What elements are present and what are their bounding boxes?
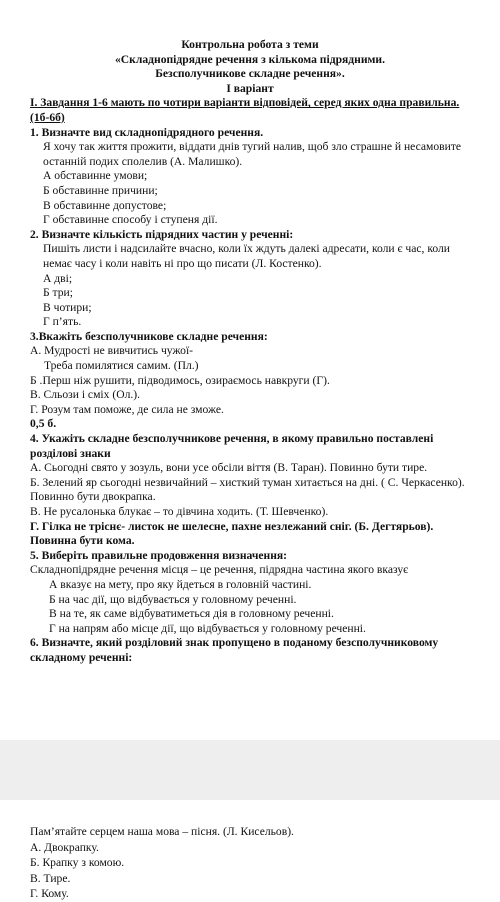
q6-option-b: Б. Крапку з комою. (30, 856, 125, 869)
q2-option-b: Б три; (43, 286, 73, 300)
q2-option-a: А дві; (43, 271, 73, 285)
q4-title: 4. Укажіть складне безсполучникове речення, в якому правильно поставлені розділові знаки (30, 432, 434, 460)
q6-title: 6. Визначте, який розділовий знак пропущено в поданому безсполучниковому складному реченні: (30, 636, 439, 664)
q4-option-a: А. Сьогодні свято у зозуль, вони усе обсіли віття (В. Таран). Повинно бути тире. (30, 461, 428, 475)
q1-option-c: В обставинне допустове; (43, 198, 167, 212)
header-topic-line2: Безсполучникове складне речення». (155, 67, 345, 81)
q5-option-d: Г на напрям або місце дії, що відбувається у головному реченні. (49, 621, 366, 635)
q3-score: 0,5 б. (30, 417, 57, 431)
document-header (30, 38, 470, 96)
q1-option-b: Б обставинне причини; (43, 183, 158, 197)
q6-option-c: В. Тире. (30, 871, 71, 885)
document-sheet-2 (0, 800, 500, 900)
header-title: Контрольна робота з теми (181, 38, 319, 51)
q5-title: 5. Виберіть правильне продовження визначення: (30, 548, 288, 562)
q5-text: Складнопідрядне речення місця – це речення, підрядна частина якого вказує (30, 563, 409, 577)
q6-sentence: Пам’ятайте серцем наша мова – пісня. (Л. Кисельов). (30, 825, 294, 838)
q5-option-b: Б на час дії, що відбувається у головному реченні. (49, 592, 297, 606)
q4-option-b: Б. Зелений яр сьогодні незвичайний – хисткий туман хитається на дні. ( С. Черкасенко). Повинно бути двокрапка. (30, 475, 465, 504)
q3-option-c: В. Сльози і сміх (Ол.). (30, 388, 141, 402)
q3-option-a-cont: Треба помилятися самим. (Пл.) (44, 359, 199, 373)
q3-title: 3.Вкажіть безсполучникове складне речення: (30, 329, 268, 343)
q3-option-d: Г. Розум там поможе, де сила не зможе. (30, 402, 224, 416)
q1-title: 1. Визначте вид складнопідрядного речення. (30, 125, 264, 139)
q4-option-d: Г. Гілка не тріснє- листок не шелесне, пахне незлежаний сніг. (Б. Дегтярьов). Повинна бути кома. (30, 519, 434, 548)
q2-option-c: В чотири; (43, 300, 92, 314)
q2-title: 2. Визначте кількість підрядних частин у реченні: (30, 227, 294, 241)
q1-option-d: Г обставинне способу і ступеня дії. (43, 213, 218, 227)
q2-text: Пишіть листи і надсилайте вчасно, коли їх ждуть далекі адресати, коли є час, коли немає часу і коли навіть ні про що писати (Л. Костенко). (43, 242, 451, 270)
task-intro: І. Завдання 1-6 мають по чотири варіанти відповідей, серед яких одна правильна. (1б-6б) (30, 96, 460, 124)
q5-option-a: А вказує на мету, про яку йдеться в головній частині. (49, 577, 312, 591)
q4-option-c: В. Не русалонька блукає – то дівчина ходить. (Т. Шевченко). (30, 505, 329, 518)
q3-option-a: А. Мудрості не вивчитись чужої- (30, 344, 194, 358)
page-break-gap (0, 740, 500, 800)
q6-option-a: А. Двокрапку. (30, 840, 99, 854)
header-variant: І варіант (226, 81, 274, 95)
q1-option-a: А обставинне умови; (43, 169, 148, 183)
q5-option-c: В на те, як саме відбуватиметься дія в головному реченні. (49, 607, 334, 621)
q3-option-b: Б .Перш ніж рушити, підводимось, озираємось навкруги (Г). (30, 373, 330, 387)
q6-option-d: Г. Кому. (30, 887, 69, 900)
q2-option-d: Г п’ять. (43, 315, 82, 329)
q1-text: Я хочу так життя прожити, віддати днів тугий налив, щоб зло страшне й несамовите останній подих сполелив (А. Малишко). (43, 140, 462, 168)
header-topic-line1: «Складнопідрядне речення з кількома підрядними. (115, 52, 385, 66)
